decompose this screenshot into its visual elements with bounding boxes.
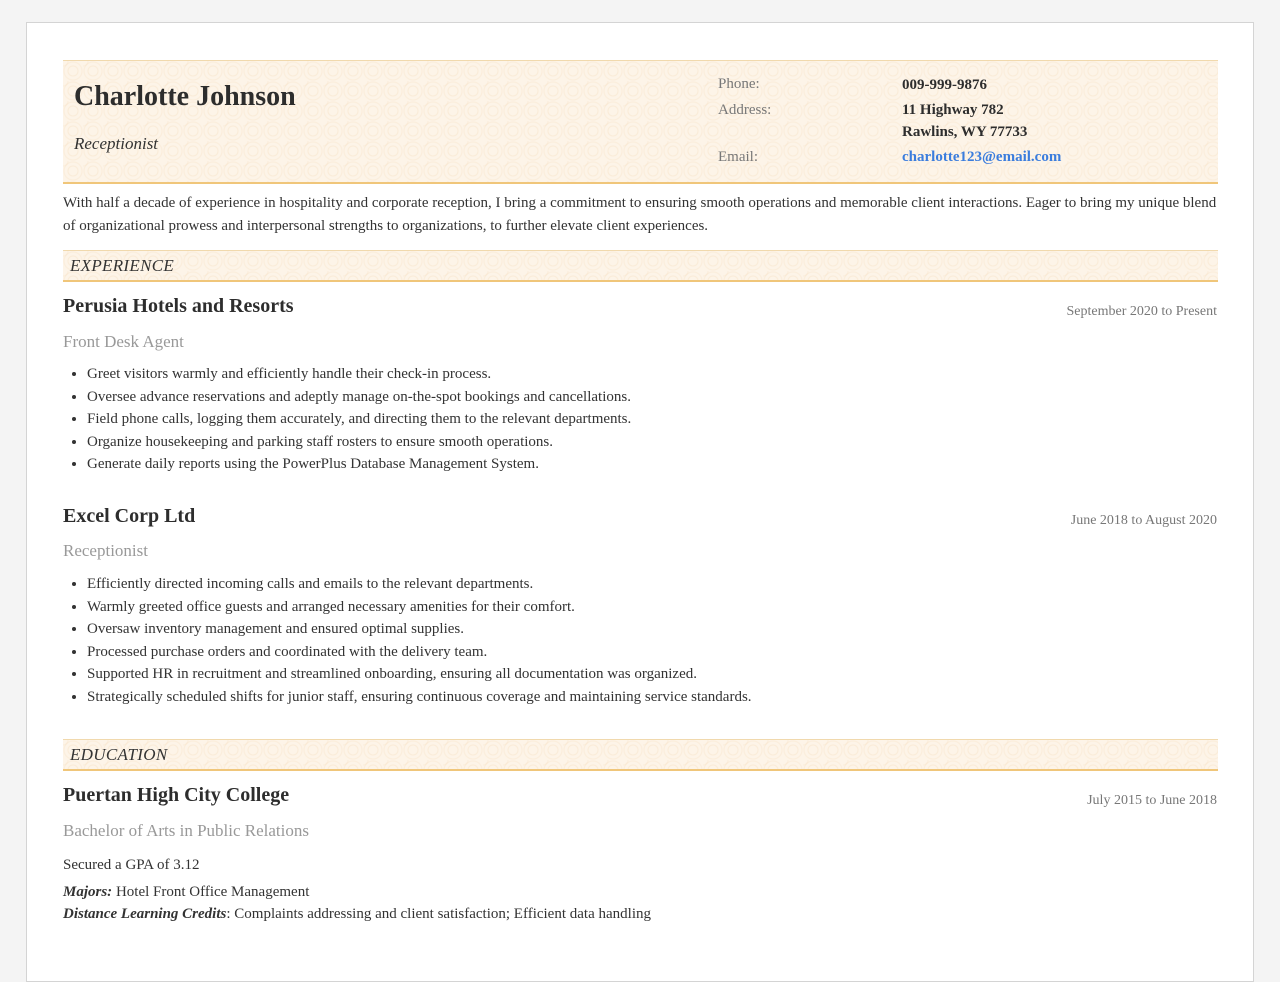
list-item: • Oversee advance reservations and adeptly manage on-the-spot bookings and cancellations. [87,386,631,409]
list-item: • Efficiently directed incoming calls and emails to the relevant departments. [87,573,752,596]
list-item: • Oversaw inventory management and ensured optimal supplies. [87,618,752,641]
job-company: Excel Corp Ltd [63,505,196,527]
degree: Bachelor of Arts in Public Relations [63,821,309,840]
credits-value: : Complaints addressing and client satisfaction; Efficient data handling [226,906,651,922]
list-item: • Strategically scheduled shifts for junior staff, ensuring continuous coverage and maintaining service standards. [87,686,752,709]
job-bullets [63,363,631,476]
list-item: • Greet visitors warmly and efficiently handle their check-in process. [87,363,631,386]
job-dates: September 2020 to Present [1066,304,1217,319]
section-header-experience [63,250,1218,282]
credits-label: Distance Learning Credits [63,906,227,922]
job-title: Front Desk Agent [63,332,184,351]
candidate-name: Charlotte Johnson [74,81,296,112]
section-title: EDUCATION [70,745,168,764]
list-item: • Generate daily reports using the PowerPlus Database Management System. [87,453,631,476]
gpa: Secured a GPA of 3.12 [63,857,200,873]
list-item: • Organize housekeeping and parking staff rosters to ensure smooth operations. [87,431,631,454]
list-item: • Field phone calls, logging them accurately, and directing them to the relevant departments. [87,408,631,431]
majors-label: Majors: [63,884,113,900]
candidate-role: Receptionist [74,134,159,153]
job-title: Receptionist [63,541,148,560]
job-dates: June 2018 to August 2020 [1070,513,1217,528]
school-name: Puertan High City College [63,784,290,806]
education-dates: July 2015 to June 2018 [1087,793,1217,808]
credits-line [63,906,651,923]
section-title: EXPERIENCE [70,256,175,275]
majors-value: Hotel Front Office Management [112,884,310,900]
majors-line [63,884,309,901]
resume-header [63,60,1218,184]
phone-value: 009-999-9876 [902,77,987,93]
phone-label: Phone: [718,76,760,92]
list-item: • Supported HR in recruitment and streamlined onboarding, ensuring all documentation was organized. [87,663,752,686]
address-label: Address: [718,102,772,118]
section-header-education [63,739,1218,771]
list-item: • Warmly greeted office guests and arranged necessary amenities for their comfort. [87,596,752,619]
job-bullets [63,573,752,708]
job-company: Perusia Hotels and Resorts [63,295,294,317]
resume-page [26,22,1254,982]
summary-paragraph: With half a decade of experience in hospitality and corporate reception, I bring a commitment to ensuring smooth operations and memorable client interactions. Eager to bring my unique blend of organizational prowess and interpersonal strengths to organizations, to further elevate client experiences. [63,195,1217,234]
list-item: • Processed purchase orders and coordinated with the delivery team. [87,641,752,664]
email-label: Email: [718,149,758,165]
address-line-2: Rawlins, WY 77733 [902,124,1028,140]
email-link[interactable]: charlotte123@email.com [902,149,1062,165]
address-line-1: 11 Highway 782 [902,102,1004,118]
